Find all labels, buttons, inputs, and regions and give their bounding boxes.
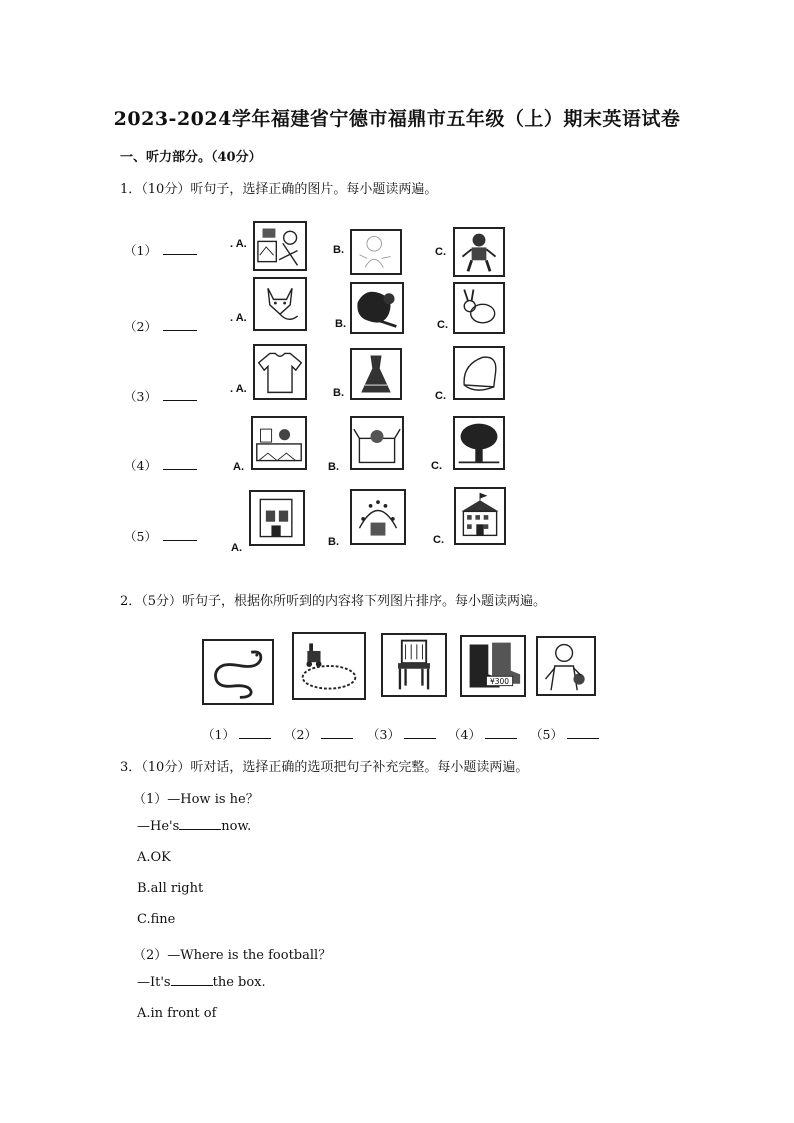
answer-blank[interactable]	[163, 459, 197, 470]
answer-blank[interactable]	[163, 390, 197, 401]
q3-prompt: 3．（10分）听对话，选择正确的选项把句子补充完整。每小题读两遍。	[120, 760, 529, 775]
option-b-label: B.	[333, 387, 344, 399]
q3-sub1-option-c[interactable]: C.fine	[137, 912, 176, 927]
option-a-label: A.	[231, 542, 242, 554]
q3-sub2-option-a[interactable]: A.in front of	[137, 1006, 217, 1021]
seq-blank-3: （3）	[367, 725, 436, 743]
answer-blank[interactable]	[404, 728, 436, 739]
option-c-label: C.	[435, 246, 446, 258]
q1-row4-label: （4）	[124, 456, 197, 474]
q3-sub1-question: （1）—How is he？	[133, 792, 259, 807]
q1-row5-label: （5）	[124, 527, 197, 545]
answer-blank[interactable]	[179, 819, 221, 830]
fox-icon[interactable]	[253, 277, 307, 331]
option-c-label: C.	[433, 534, 444, 546]
answer-blank[interactable]	[163, 320, 197, 331]
q1-prompt: 1．（10分）听句子，选择正确的图片。每小题读两遍。	[120, 182, 438, 197]
answer-blank[interactable]	[171, 975, 213, 986]
park-icon[interactable]	[350, 489, 406, 545]
seq-blank-2: （2）	[284, 725, 353, 743]
cat-on-box-icon[interactable]	[251, 416, 307, 470]
tshirt-icon[interactable]	[253, 344, 307, 400]
answer-blank[interactable]	[567, 728, 599, 739]
q1-row2-label: （2）	[124, 317, 197, 335]
answer-blank[interactable]	[163, 530, 197, 541]
rabbit-icon[interactable]	[453, 282, 505, 334]
option-a-label: A.	[233, 461, 244, 473]
girl-sketch-icon[interactable]	[350, 229, 402, 275]
seq-blank-5: （5）	[530, 725, 599, 743]
snake-icon[interactable]	[202, 639, 274, 705]
option-a-label: . A.	[230, 238, 247, 250]
boy-icon[interactable]	[453, 227, 505, 277]
q1-row3-label: （3）	[124, 387, 197, 405]
option-b-label: B.	[333, 244, 344, 256]
chair-icon[interactable]	[381, 633, 447, 697]
option-c-label: C.	[431, 460, 442, 472]
boot-price-tag: ¥300	[490, 676, 510, 686]
kid-icon[interactable]	[536, 636, 596, 696]
q2-prompt: 2．（5分）听句子，根据你所听到的内容将下列图片排序。每小题读两遍。	[120, 594, 547, 609]
school-icon[interactable]	[454, 487, 506, 545]
q3-sub1-option-a[interactable]: A.OK	[137, 850, 171, 865]
option-b-label: B.	[328, 461, 339, 473]
option-c-label: C.	[435, 390, 446, 402]
seq-blank-4: （4）	[448, 725, 517, 743]
tree-icon[interactable]	[453, 416, 505, 470]
train-icon[interactable]	[292, 632, 366, 700]
option-a-label: . A.	[230, 312, 247, 324]
boots-icon[interactable]	[460, 635, 526, 697]
stamps-icon[interactable]	[253, 221, 307, 271]
q3-sub1-option-b[interactable]: B.all right	[137, 881, 204, 896]
section-heading: 一、听力部分。（40分）	[120, 150, 262, 165]
q3-sub2-question: （2）—Where is the football？	[133, 948, 332, 963]
seq-blank-1: （1）	[202, 725, 271, 743]
answer-blank[interactable]	[321, 728, 353, 739]
option-b-label: B.	[328, 536, 339, 548]
answer-blank[interactable]	[485, 728, 517, 739]
q3-sub1-answer: —He's now.	[137, 819, 252, 834]
cap-icon[interactable]	[453, 346, 505, 400]
cat-in-box-icon[interactable]	[350, 416, 404, 470]
answer-blank[interactable]	[163, 244, 197, 255]
q1-row1-label: （1）	[124, 241, 197, 259]
q3-sub2-answer: —It's the box.	[137, 975, 266, 990]
page-title: 2023-2024学年福建省宁德市福鼎市五年级（上）期末英语试卷	[113, 108, 681, 130]
answer-blank[interactable]	[239, 728, 271, 739]
option-c-label: C.	[437, 319, 448, 331]
dress-icon[interactable]	[350, 348, 402, 400]
option-a-label: . A.	[230, 383, 247, 395]
squirrel-icon[interactable]	[350, 282, 404, 334]
shop-icon[interactable]	[249, 490, 305, 546]
option-b-label: B.	[335, 318, 346, 330]
